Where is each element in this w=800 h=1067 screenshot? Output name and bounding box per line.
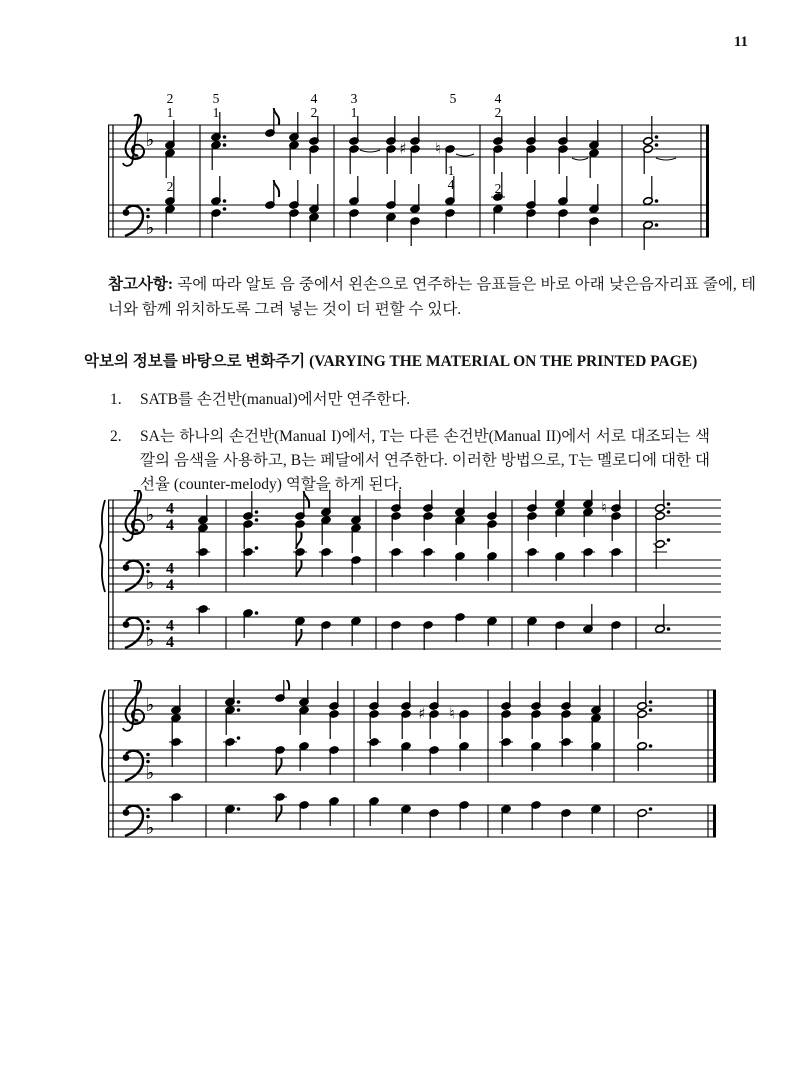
note-event xyxy=(329,746,339,775)
flat-icon: ♭ xyxy=(145,817,155,839)
treble-clef-icon xyxy=(123,114,144,166)
svg-text:4: 4 xyxy=(166,577,174,594)
svg-text:4: 4 xyxy=(166,517,174,534)
note-event xyxy=(581,548,595,577)
treble-clef-icon xyxy=(123,490,144,541)
note-event xyxy=(351,617,361,646)
note-event xyxy=(527,490,537,541)
fingering-number: 1 xyxy=(166,105,174,120)
bass-staff xyxy=(108,604,721,651)
note-event xyxy=(299,801,309,830)
fingering-number: 1 xyxy=(350,105,358,120)
fingering-number: 5 xyxy=(212,91,220,106)
note-event xyxy=(299,742,309,771)
note-event xyxy=(611,621,621,650)
svg-text:4: 4 xyxy=(166,500,174,518)
note-event xyxy=(531,801,541,830)
fingering-number: 5 xyxy=(449,91,457,106)
sharp-icon: ♯ xyxy=(418,704,426,723)
grand-staff-brace xyxy=(100,690,105,782)
note-event xyxy=(525,548,539,577)
note-event xyxy=(367,738,381,767)
flat-icon: ♭ xyxy=(145,572,155,594)
fingering-number: 2 xyxy=(494,181,502,196)
note-event xyxy=(299,680,309,735)
note-event xyxy=(459,742,469,771)
note-event xyxy=(455,552,465,581)
note-event xyxy=(561,809,571,838)
note-event xyxy=(319,548,333,577)
list-item-text: SA는 하나의 손건반(Manual I)에서, T는 다른 손건반(Manual II)에서 서로 대조되는 색깔의 음색을 사용하고, B는 페달에서 연주한다. 이러한 방법으로, T는 멜로디에 대한 대선율 (counter-melody) 역할을 하게 된다. xyxy=(140,428,710,494)
fingering-number: 2 xyxy=(166,91,174,106)
note-event xyxy=(527,617,537,646)
grand-staff-brace xyxy=(100,500,105,592)
fingering-number: 4 xyxy=(494,91,502,106)
fingering-number: 2 xyxy=(166,179,174,194)
note-event xyxy=(459,801,469,830)
bass-staff xyxy=(108,736,716,784)
note-event xyxy=(455,613,465,642)
note-event xyxy=(583,490,593,537)
fingering-number: 4 xyxy=(447,177,455,192)
svg-text:4: 4 xyxy=(166,634,174,651)
fingering-number: 2 xyxy=(310,105,318,120)
organ-system-manuals-and-pedal xyxy=(96,490,728,660)
list-item-number: 2. xyxy=(110,428,122,446)
note-event xyxy=(559,738,573,767)
note-event xyxy=(169,738,183,767)
note-event xyxy=(429,809,439,838)
note-event xyxy=(369,797,379,826)
flat-icon: ♭ xyxy=(145,217,155,239)
note-event xyxy=(223,736,240,767)
fingering-number: 3 xyxy=(350,91,358,106)
time-signature xyxy=(166,618,174,652)
note-event xyxy=(637,807,653,838)
note-event xyxy=(321,490,331,545)
fingering-number: 2 xyxy=(494,105,502,120)
natural-icon: ♮ xyxy=(449,704,455,723)
svg-text:4: 4 xyxy=(166,617,174,635)
note-event xyxy=(555,552,565,581)
list-item xyxy=(110,425,710,497)
note-event xyxy=(423,621,433,650)
note-event xyxy=(225,805,241,834)
fingered-satb-system xyxy=(96,91,728,281)
note-event xyxy=(196,605,210,634)
treble-staff xyxy=(108,108,709,178)
flat-icon: ♭ xyxy=(145,504,155,526)
note-event xyxy=(401,805,411,834)
note-event xyxy=(499,738,513,767)
note-event xyxy=(329,797,339,826)
flat-icon: ♭ xyxy=(145,629,155,651)
note-event xyxy=(429,746,439,775)
svg-text:4: 4 xyxy=(166,560,174,578)
note-event xyxy=(637,742,653,771)
note-event xyxy=(391,490,401,541)
fingering-number: 1 xyxy=(447,163,455,178)
note-event xyxy=(531,742,541,771)
note-event xyxy=(609,548,623,577)
list-item xyxy=(110,388,710,412)
music-system-3 xyxy=(96,680,728,860)
natural-icon: ♮ xyxy=(435,139,441,158)
time-signature xyxy=(166,561,174,595)
note-event xyxy=(293,548,307,577)
note-event xyxy=(555,490,565,537)
flat-icon: ♭ xyxy=(145,762,155,784)
note-event xyxy=(401,742,411,771)
note-event xyxy=(423,490,433,541)
flat-icon: ♭ xyxy=(145,694,155,716)
note-paragraph-label: 참고사항: xyxy=(108,276,174,293)
note-event xyxy=(386,180,396,242)
flat-icon: ♭ xyxy=(145,129,155,151)
natural-icon: ♮ xyxy=(601,498,607,517)
sharp-icon: ♯ xyxy=(399,139,407,158)
note-event xyxy=(275,680,289,702)
note-event xyxy=(501,805,511,834)
list-item-number: 1. xyxy=(110,391,122,408)
note-event xyxy=(351,556,361,585)
note-event xyxy=(391,621,401,650)
note-event xyxy=(321,621,331,650)
note-paragraph xyxy=(108,272,756,322)
note-event xyxy=(273,793,287,822)
time-signature xyxy=(166,501,174,535)
note-event xyxy=(455,490,465,545)
list-item-text: SATB를 손건반(manual)에서만 연주한다. xyxy=(140,391,411,408)
note-event xyxy=(653,538,670,569)
treble-staff xyxy=(108,680,716,743)
note-event xyxy=(275,746,285,775)
note-event xyxy=(487,552,497,581)
page-number: 11 xyxy=(733,34,748,50)
section-heading-korean: 악보의 정보를 바탕으로 변화주기 xyxy=(84,353,306,370)
fingering-number: 1 xyxy=(212,105,220,120)
note-paragraph-text: 곡에 따라 알토 음 중에서 왼손으로 연주하는 음표들은 바로 아래 낮은음자리표 줄에, 테너와 함께 위치하도록 그려 넣는 것이 더 편할 수 있다. xyxy=(108,276,756,319)
note-event xyxy=(555,621,565,650)
note-event xyxy=(295,617,305,646)
note-event xyxy=(389,548,403,577)
bass-staff xyxy=(108,793,716,839)
treble-staff xyxy=(108,490,721,553)
music-system-1 xyxy=(96,91,728,286)
section-heading-english: (VARYING THE MATERIAL ON THE PRINTED PAGE) xyxy=(305,353,698,370)
fingering-number: 4 xyxy=(310,91,318,106)
note-event xyxy=(421,548,435,577)
note-event xyxy=(583,604,593,633)
music-system-2 xyxy=(96,490,728,665)
bass-staff xyxy=(108,538,721,594)
treble-clef-icon xyxy=(123,680,144,731)
section-heading xyxy=(84,349,764,371)
organ-system-continued xyxy=(96,680,728,855)
note-event xyxy=(225,680,241,735)
note-event xyxy=(655,604,671,633)
note-event xyxy=(591,805,601,834)
note-event xyxy=(487,617,497,646)
note-event xyxy=(241,546,258,577)
note-event xyxy=(169,793,183,822)
note-event xyxy=(243,609,259,638)
note-event xyxy=(591,742,601,771)
note-event xyxy=(196,548,210,577)
bass-staff xyxy=(108,172,709,250)
